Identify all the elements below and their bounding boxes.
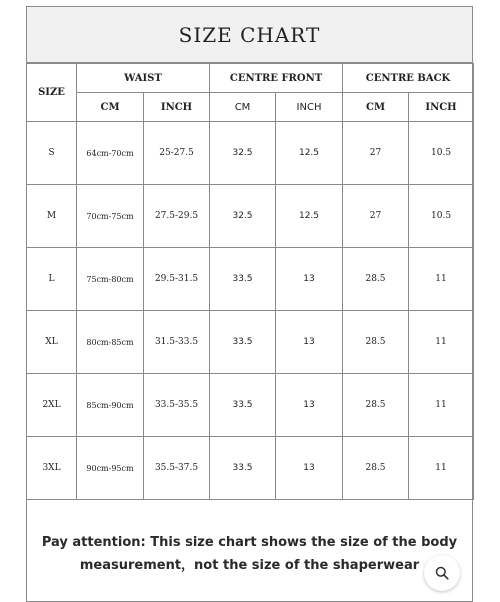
size-cell: 2XL [27,374,77,437]
back-inch-cell: 11 [409,374,474,437]
front-inch-cell: 13 [276,311,343,374]
size-cell: S [27,122,77,185]
back-cm-cell: 27 [343,122,409,185]
table-row [27,374,474,437]
back-cm-cell: 28.5 [343,248,409,311]
front-cm-cell: 32.5 [210,185,276,248]
table-row [27,311,474,374]
back-inch-cell: 11 [409,248,474,311]
zoom-button[interactable] [424,555,460,591]
table-row [27,437,474,500]
waist-cm-cell: 70cm-75cm [77,185,144,248]
centre-back-inch-header: INCH [409,93,474,122]
centre-back-header: CENTRE BACK [343,64,474,93]
front-inch-cell: 13 [276,374,343,437]
front-cm-cell: 33.5 [210,248,276,311]
attention-note [26,500,473,602]
front-cm-cell: 33.5 [210,311,276,374]
waist-cm-header: CM [77,93,144,122]
back-inch-cell: 10.5 [409,185,474,248]
waist-inch-cell: 31.5-33.5 [144,311,210,374]
back-cm-cell: 28.5 [343,311,409,374]
waist-cm-cell: 90cm-95cm [77,437,144,500]
waist-cm-cell: 85cm-90cm [77,374,144,437]
front-inch-cell: 12.5 [276,122,343,185]
waist-header: WAIST [77,64,210,93]
waist-inch-cell: 35.5-37.5 [144,437,210,500]
waist-inch-cell: 29.5-31.5 [144,248,210,311]
waist-inch-header: INCH [144,93,210,122]
size-column-header: SIZE [27,64,77,122]
centre-back-cm-header: CM [343,93,409,122]
front-inch-cell: 13 [276,248,343,311]
waist-cm-cell: 64cm-70cm [77,122,144,185]
centre-front-header: CENTRE FRONT [210,64,343,93]
size-cell: L [27,248,77,311]
front-cm-cell: 32.5 [210,122,276,185]
size-cell: XL [27,311,77,374]
size-table [26,63,474,500]
waist-cm-cell: 75cm-80cm [77,248,144,311]
header-row-units [27,93,474,122]
back-cm-cell: 28.5 [343,374,409,437]
header-row-groups [27,64,474,93]
size-cell: M [27,185,77,248]
front-cm-cell: 33.5 [210,437,276,500]
waist-inch-cell: 33.5-35.5 [144,374,210,437]
waist-inch-cell: 27.5-29.5 [144,185,210,248]
back-inch-cell: 10.5 [409,122,474,185]
attention-note-line-2: measurement，not the size of the shaperwear [79,558,420,573]
table-row [27,248,474,311]
size-cell: 3XL [27,437,77,500]
table-row [27,122,474,185]
back-cm-cell: 28.5 [343,437,409,500]
table-row [27,185,474,248]
front-inch-cell: 13 [276,437,343,500]
centre-front-cm-header: CM [210,93,276,122]
back-cm-cell: 27 [343,185,409,248]
waist-inch-cell: 25-27.5 [144,122,210,185]
back-inch-cell: 11 [409,311,474,374]
attention-note-line-1: Pay attention: This size chart shows the size of the body [41,535,458,550]
centre-front-inch-header: INCH [276,93,343,122]
back-inch-cell: 11 [409,437,474,500]
front-inch-cell: 12.5 [276,185,343,248]
front-cm-cell: 33.5 [210,374,276,437]
waist-cm-cell: 80cm-85cm [77,311,144,374]
size-chart-title: SIZE CHART [26,6,473,63]
search-icon [435,566,449,580]
